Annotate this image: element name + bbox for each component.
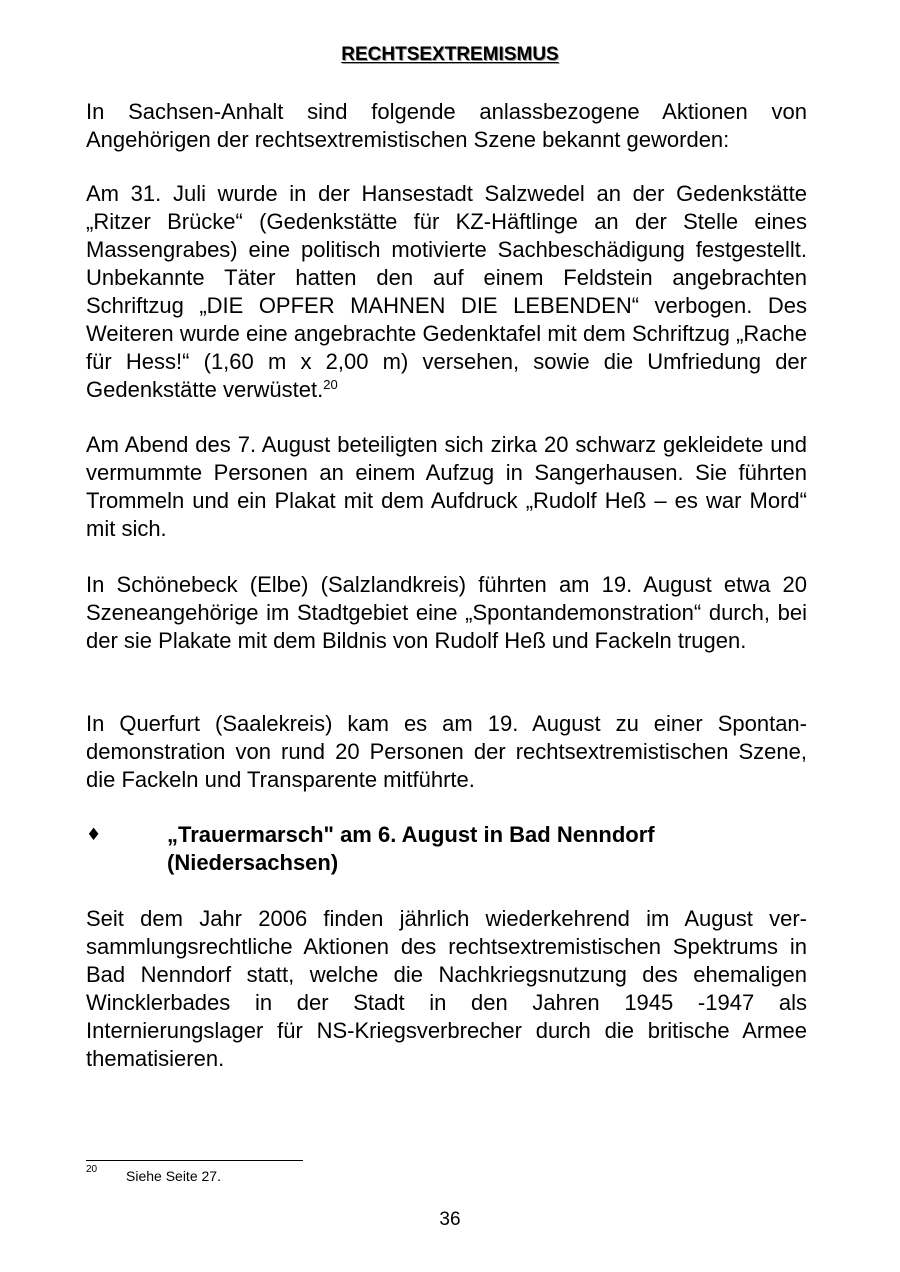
bullet-icon: ♦ — [86, 825, 102, 845]
paragraph-sangerhausen: Am Abend des 7. August beteiligten sich zirka 20 schwarz gekleidete und vermummte Personen an einem Aufzug in Sangerhausen. Sie führten Trommeln und ein Plakat mit dem Aufdruck „Rudolf Heß – es war Mord“ mit sich. — [86, 432, 807, 541]
paragraph-intro: In Sachsen-Anhalt sind folgende anlassbezogene Aktionen von Angehörigen der rechtsextremistischen Szene bekannt geworden: — [86, 99, 807, 152]
paragraph-bad-nenndorf: Seit dem Jahr 2006 finden jährlich wiederkehrend im August versammlungsrechtliche Aktionen des rechtsextremistischen Spektrums in Bad Nenndorf statt, welche die Nachkriegsnutzung des ehemaligen Wincklerbades in der Stadt in den Jahren 1945 -1947 als Internierungslager für NS-Kriegsverbrecher durch die britische Armee thematisieren. — [86, 906, 807, 1071]
section-heading-text — [167, 821, 787, 877]
paragraph-querfurt: In Querfurt (Saalekreis) kam es am 19. August zu einer Spontandemonstration von rund 20 Personen der rechtsextremistischen Szene, die Fackeln und Transparente mitführte. — [86, 711, 807, 792]
paragraph-salzwedel-text: Am 31. Juli wurde in der Hansestadt Salzwedel an der Gedenkstätte „Ritzer Brücke“ (Gedenkstätte für KZ-Häftlinge an der Stelle eines Massengrabes) eine politisch motivierte Sachbeschädigung festgestellt. Unbekannte Täter hatten den auf einem Feldstein angebrachten Schriftzug „DIE OPFER MAHNEN DIE LEBENDEN“ verbogen. Des Weiteren wurde eine angebrachte Gedenktafel mit dem Schriftzug „Rache für Hess!“ (1,60 m x 2,00 m) versehen, sowie die Umfriedung der Gedenkstätte verwüstet. — [86, 181, 807, 402]
page-number: 36 — [439, 1209, 461, 1230]
section-heading-line2: (Niedersachsen) — [167, 850, 339, 875]
footnote-number: 20 — [86, 1164, 98, 1175]
paragraph-schoenebeck: In Schönebeck (Elbe) (Salzlandkreis) führten am 19. August etwa 20 Szeneangehörige im Stadtgebiet eine „Spontandemonstration“ durch, bei der sie Plakate mit dem Bildnis von Rudolf Heß und Fackeln trugen. — [86, 572, 807, 653]
footnote-divider — [86, 1160, 303, 1161]
paragraph-salzwedel — [86, 180, 807, 404]
footnote-reference: 20 — [323, 377, 338, 392]
page-title: RECHTSEXTREMISMUS — [341, 44, 559, 65]
footnote-text: Siehe Seite 27. — [126, 1168, 221, 1184]
section-heading-line1: „Trauermarsch" am 6. August in Bad Nenndorf — [167, 822, 655, 847]
